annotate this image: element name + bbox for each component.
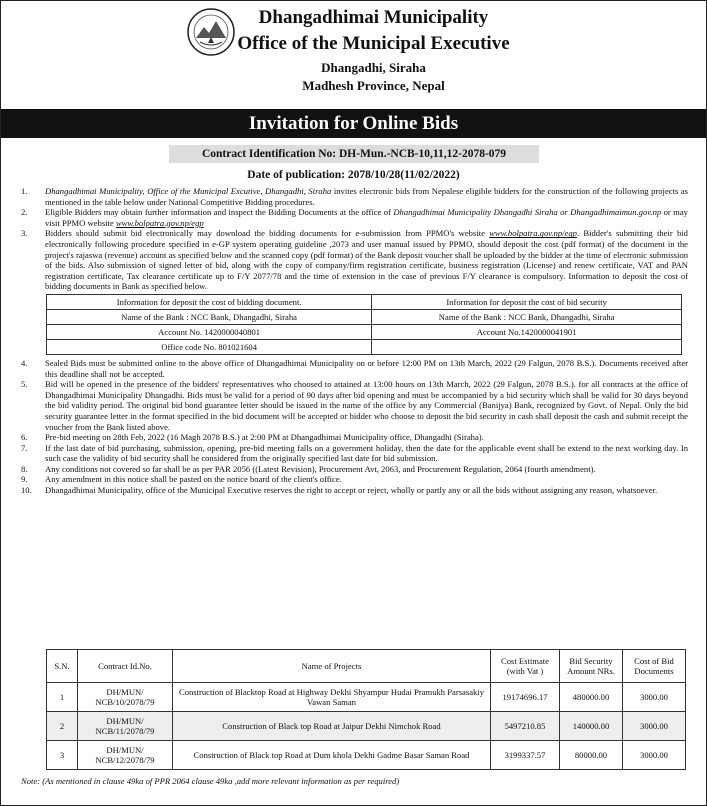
col-cost: Cost Estimate (with Vat ) xyxy=(491,650,560,683)
header xyxy=(1,1,706,109)
clause-number: 7. xyxy=(21,442,28,453)
table-row xyxy=(47,683,686,712)
office-name: Office of the Municipal Executive xyxy=(237,33,510,54)
clause-number: 4. xyxy=(21,357,28,368)
clause-text: Eligible Bidders may obtain further information and inspect the Bidding Documents at the office of xyxy=(45,207,394,218)
publication-date: Date of publication: 2078/10/28(11/02/2022) xyxy=(247,169,460,181)
clause-number: 10. xyxy=(21,485,32,496)
row-cost: 19174696.17 xyxy=(491,683,560,712)
bank-deposit-table xyxy=(46,294,682,355)
row-cost: 3199337.57 xyxy=(491,741,560,770)
clause-number: 2. xyxy=(21,207,28,218)
table-header-row xyxy=(47,650,686,683)
row-doc-cost: 3000.00 xyxy=(623,683,686,712)
clause-text: invites electronic bids from Nepalese eligible bidders for the construction of the following projects as mentioned in the table below under National Competitive Bidding procedures. xyxy=(45,186,688,207)
bank-doc-account: Account No. 1420000040801 xyxy=(47,324,372,339)
clause-text: . Bidder's submitting their bid electronically following procedure specified in e-GP system operating guideline ,2073 and user manual issued by PPMO, should deposit the cost (pdf format) of the document in the project's rajaswa (revenue) account as specified below and the scanned copy (pdf format) of the Bank deposit voucher shall be uploaded by the bidder at the time of electronic submission of the bids. Also submission of signed letter of bid, along with the copy of company/firm registration certificate, business registration (License) and renew certificate, VAT and PAN registration certificate, Tax clearance certificate up to F/Y 2077/78 and the time of extension in the case of previous F/Y clearance is compulsory. Information to deposit the cost of bidding documents in Bank as specified below. xyxy=(45,228,688,292)
row-sn: 3 xyxy=(47,741,78,770)
clause-number: 6. xyxy=(21,432,28,443)
clause-text: If the last date of bid purchasing, submission, opening, pre-bid meeting falls on a government holiday, then the date for the applicable event shall be extend to the next working day. In such case the validity of bid security shall be considered from the originally specified last date for bid submission. xyxy=(45,442,688,464)
row-sn: 2 xyxy=(47,712,78,741)
clause-3 xyxy=(21,228,688,292)
row-security: 140000.00 xyxy=(560,712,623,741)
table-row xyxy=(47,741,686,770)
row-cost: 5497210.85 xyxy=(491,712,560,741)
clause-8 xyxy=(21,464,688,475)
clause-7 xyxy=(21,443,688,464)
bid-projects-table xyxy=(46,649,686,770)
clause-number: 3. xyxy=(21,228,28,239)
row-contract: DH/MUN/ NCB/10/2078/79 xyxy=(78,683,173,712)
clause-4 xyxy=(21,358,688,379)
row-project: Construction of Blacktop Road at Highway Dekhi Shyampur Hudai Pramukh Parsasakiy Vawan Saman xyxy=(173,683,491,712)
notice-body xyxy=(21,186,688,496)
clause-text: Dhangadhimai Municipality, office of the Municipal Executive reserves the right to accept or reject, wholly or partly any or all the bids without assigning any reason, whatsoever. xyxy=(45,485,658,496)
clause-number: 9. xyxy=(21,474,28,485)
clause-6 xyxy=(21,432,688,443)
col-security: Bid Security Amount NRs. xyxy=(560,650,623,683)
clause-text: Pre-bid meeting on 28th Feb, 2022 (16 Magh 2078 B.S.) at 2:00 PM at Dhangadhimai Municipality office, Dhangadhi (Siraha). xyxy=(45,432,484,443)
bank-sec-account: Account No.1420000041901 xyxy=(372,324,682,339)
location: Dhangadhi, Siraha xyxy=(321,60,426,75)
org-name: Dhangadhimai Municipality xyxy=(258,7,489,28)
row-security: 480000.00 xyxy=(560,683,623,712)
row-project: Construction of Black top Road at Dum khola Dekhi Gadme Basar Saman Road xyxy=(173,741,491,770)
row-sn: 1 xyxy=(47,683,78,712)
row-contract: DH/MUN/ NCB/12/2078/79 xyxy=(78,741,173,770)
clause-number: 5. xyxy=(21,379,28,390)
clause-number: 8. xyxy=(21,463,28,474)
clause-1 xyxy=(21,186,688,207)
clause-text: Any conditions not covered so far shall be as per PAR 2056 ((Latest Revision), Procurement Avt, 2063, and Procurement Regulation, 2064 (fourth amendment). xyxy=(45,463,596,474)
notice-title-banner: Invitation for Online Bids xyxy=(1,109,706,138)
office-code: Office code No. 801021604 xyxy=(47,339,372,354)
bank-sec-header: Information for deposit the cost of bid security xyxy=(372,294,682,309)
row-project: Construction of Black top Road at Jaipur Dekhi Nimchok Road xyxy=(173,712,491,741)
clause-2 xyxy=(21,207,688,228)
bank-sec-name: Name of the Bank : NCC Bank, Dhangadhi, Siraha xyxy=(372,309,682,324)
clause-text: Bid will be opened in the presence of the bidders' representatives who choosed to attained at 13:00 hours on 13th March, 2022 (29 Falgun, 2078 B.S.). for all contracts at the office of Dhangadhimai Municipality Dhangadhi. Bids must be valid for a period of 90 days after bid opening and must be accompanied by a bid security which shall be valid for 30 days beyond the bid validity period. The original bid bond guarantee letter should be issued in the name of the office by any Commercial (Banijya) Bank, recognized by Govt. of Nepal. Only the bid security guarantee letter in the format specified in the bid document will be accepted or bidder who choose to deposit the bid security in cash shall deposit the cash and submit receipt the voucher from the Bank listed above. xyxy=(45,379,688,432)
row-contract: DH/MUN/ NCB/11/2078/79 xyxy=(78,712,173,741)
clause-text: Bidders should submit bid electronically may download the bidding documents for e-submission from PPMO's website xyxy=(45,228,490,239)
clause-10 xyxy=(21,485,688,496)
col-sn: S.N. xyxy=(47,650,78,683)
clause-text: Any amendment in this notice shall be pasted on the notice board of the client's office. xyxy=(45,474,342,485)
clause-emphasis: Dhangadhimai Municipality Dhangadhi Siraha or Dhangadhimaimun.gov.np xyxy=(393,207,662,218)
footnote: Note: (As mentioned in clause 49ka of PPR 2064 clause 49ka ,add more relevant information as per required) xyxy=(21,776,400,786)
clause-text: or may visit PPMO website xyxy=(45,207,688,228)
clause-emphasis: Dhangadhimai Municipality, Office of the Municipal Excutive, Dhangadhi, Siraha xyxy=(45,186,332,196)
col-project: Name of Projects xyxy=(173,650,491,683)
bank-doc-header: Information for deposit the cost of bidding document. xyxy=(47,294,372,309)
row-doc-cost: 3000.00 xyxy=(623,712,686,741)
bank-doc-name: Name of the Bank : NCC Bank, Dhangadhi, Siraha xyxy=(47,309,372,324)
clause-text: Sealed Bids must be submitted online to the above office of Dhangadhimai Municipality on or before 12:00 PM on 13th March, 2022 (29 Falgun, 2078 B.S.). Documents received after this deadline shall not be accepted. xyxy=(45,357,688,379)
col-contract: Contract Id.No. xyxy=(78,650,173,683)
clause-number: 1. xyxy=(21,186,28,196)
egp-link[interactable]: www.bolpatra.gov.np/egp xyxy=(489,228,577,239)
clause-5 xyxy=(21,379,688,432)
row-security: 80000.00 xyxy=(560,741,623,770)
egp-link[interactable]: www.bolpatra.gov.np/egp xyxy=(115,217,204,228)
row-doc-cost: 3000.00 xyxy=(623,741,686,770)
province: Madhesh Province, Nepal xyxy=(302,78,445,93)
clause-9 xyxy=(21,474,688,485)
empty-cell xyxy=(372,339,682,354)
col-doc-cost: Cost of Bid Documents xyxy=(623,650,686,683)
table-row xyxy=(47,712,686,741)
contract-id: Contract Identification No: DH-Mun.-NCB-10,11,12-2078-079 xyxy=(169,145,539,163)
